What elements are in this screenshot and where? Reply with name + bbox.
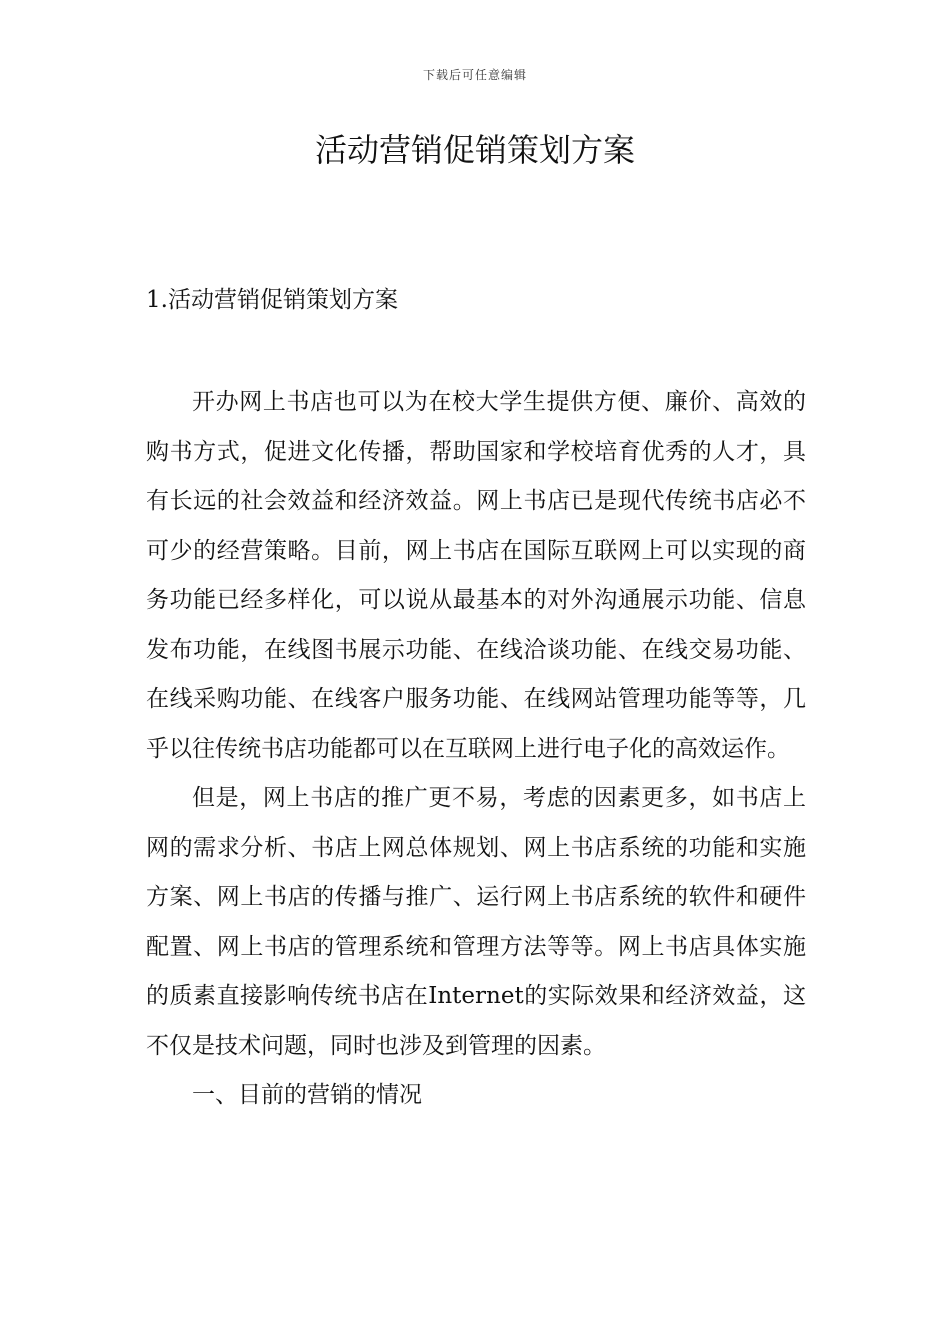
sub-heading-current-marketing: 一、目前的营销的情况 (192, 1082, 422, 1108)
section-heading: 1.活动营销促销策划方案 (146, 287, 398, 313)
paragraph-online-bookstore-benefits: 开办网上书店也可以为在校大学生提供方便、廉价、高效的购书方式，促进文化传播，帮助国家和学校培育优秀的人才，具有长远的社会效益和经济效益。网上书店已是现代传统书店必不可少的经营策略。目前，网上书店在国际互联网上可以实现的商务功能已经多样化，可以说从最基本的对外沟通展示功能、信息发布功能，在线图书展示功能、在线洽谈功能、在线交易功能、在线采购功能、在线客户服务功能、在线网站管理功能等等，几乎以往传统书店功能都可以在互联网上进行电子化的高效运作。 (146, 389, 806, 762)
header-note: 下载后可任意编辑 (422, 68, 527, 82)
document-body (146, 280, 806, 1121)
document-title: 活动营销促销策划方案 (314, 131, 635, 169)
paragraph-promotion-challenges: 但是，网上书店的推广更不易，考虑的因素更多，如书店上网的需求分析、书店上网总体规划、网上书店系统的功能和实施方案、网上书店的传播与推广、运行网上书店系统的软件和硬件配置、网上书店的管理系统和管理方法等等。网上书店具体实施的质素直接影响传统书店在Internet的实际效果和经济效益，这不仅是技术问题，同时也涉及到管理的因素。 (146, 785, 806, 1059)
